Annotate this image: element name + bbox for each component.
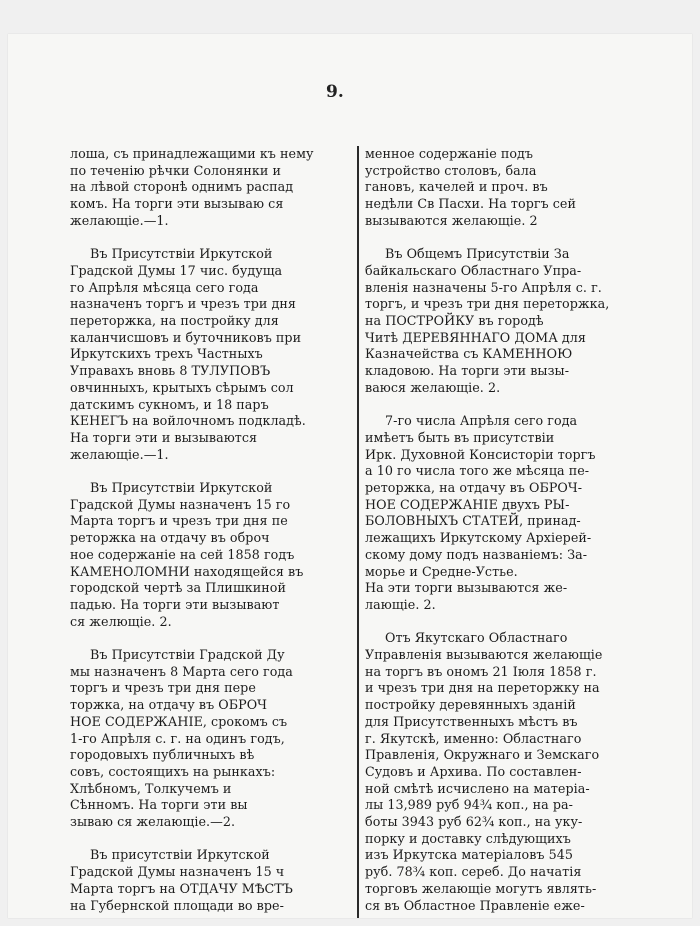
text-line: лоша, съ принадлежащими къ нему: [70, 146, 314, 161]
text-line: для Присутственныхъ мѣстъ въ: [365, 713, 578, 729]
text-line: НОЕ СОДЕРЖАНІЕ двухъ РЫ-: [365, 496, 570, 512]
text-line: торжка, на отдачу въ ОБРОЧ: [70, 697, 268, 713]
text-line: На торги эти и вызываются: [70, 429, 258, 445]
text-line: устройство столовъ, бала: [365, 162, 537, 178]
text-line: Отъ Якутскаго Областнаго: [385, 630, 568, 646]
text-line: ной смѣтѣ исчислено на матеріа-: [365, 780, 590, 796]
text-line: комъ. На торги эти вызываю ся: [70, 196, 284, 212]
text-line: Градской Думы назначенъ 15 го: [70, 496, 291, 512]
text-line: 7-го числа Апрѣля сего года: [385, 413, 578, 429]
text-line: Въ Общемъ Присутствіи За: [385, 246, 570, 262]
text-line: НОЕ СОДЕРЖАНІЕ, срокомъ съ: [70, 713, 288, 729]
text-line: падью. На торги эти вызывают: [70, 596, 280, 612]
text-line: лающіе. 2.: [365, 596, 436, 612]
text-line: желающіе.—1.: [70, 212, 169, 228]
text-line: по теченію рѣчки Солонянки и: [70, 162, 281, 178]
text-line: Управленія вызываются желающіе: [365, 647, 603, 663]
text-line: Марта торгъ и чрезъ три дня пе: [70, 513, 288, 529]
text-line: торгъ и чрезъ три дня пере: [70, 680, 256, 696]
text-line: На эти торги вызываются же-: [365, 580, 568, 596]
notice-paragraph: [70, 246, 356, 463]
text-line: на Губернской площади во вре-: [70, 897, 284, 913]
text-line: на ПОСТРОЙКУ въ городѣ: [365, 313, 544, 329]
text-line: кладовою. На торги эти вызы-: [365, 363, 570, 379]
notice-paragraph: [365, 630, 654, 914]
text-line: Сѣнномъ. На торги эти вы: [70, 797, 248, 813]
notice-paragraph: [365, 413, 654, 613]
notice-paragraph: [70, 146, 356, 230]
text-line: реторжка, на отдачу въ ОБРОЧ-: [365, 480, 583, 496]
text-line: совъ, состоящихъ на рынкахъ:: [70, 763, 276, 779]
page-number: 9.: [326, 82, 344, 102]
text-line: Въ Присутствіи Иркутской: [90, 480, 273, 496]
text-line: Въ присутствіи Иркутской: [90, 847, 270, 863]
text-line: лы 13,989 руб 94¾ коп., на ра-: [365, 797, 573, 813]
text-line: Марта торгъ на ОТДАЧУ МѢСТЪ: [70, 880, 293, 896]
text-line: Градской Думы 17 чис. будуща: [70, 262, 283, 278]
text-line: го Апрѣля мѣсяца сего года: [70, 279, 259, 295]
left-column: [70, 146, 356, 914]
notice-paragraph: [365, 146, 654, 230]
text-line: назначенъ торгъ и чрезъ три дня: [70, 296, 296, 312]
text-line: реторжка на отдачу въ оброч: [70, 530, 270, 546]
text-line: КЕНЕГЪ на войлочномъ подкладѣ.: [70, 413, 306, 429]
text-line: 1-го Апрѣля с. г. на одинъ годъ,: [70, 730, 285, 746]
text-line: недѣли Св Пасхи. На торгъ сей: [365, 196, 576, 212]
text-line: Правленія, Окружнаго и Земскаго: [365, 747, 600, 763]
text-line: городской чертѣ за Плишкиной: [70, 580, 286, 596]
text-line: боты 3943 руб 62¾ коп., на уку-: [365, 814, 583, 830]
text-line: на лѣвой сторонѣ однимъ распад: [70, 179, 294, 195]
text-line: гановъ, качелей и проч. въ: [365, 179, 548, 195]
notice-paragraph: [70, 847, 356, 914]
text-line: Иркутскихъ трехъ Частныхъ: [70, 346, 263, 362]
text-line: овчинныхъ, крытыхъ сѣрымъ сол: [70, 379, 294, 395]
text-line: скому дому подъ названіемъ: За-: [365, 546, 588, 562]
text-line: руб. 78¾ коп. сереб. До начатія: [365, 864, 582, 880]
text-line: имѣетъ быть въ присутствіи: [365, 429, 555, 445]
text-line: Хлѣбномъ, Толкучемъ и: [70, 780, 232, 796]
text-line: ваюся желающіе. 2.: [365, 379, 501, 395]
text-line: и чрезъ три дня на переторжку на: [365, 680, 600, 696]
text-line: мы назначенъ 8 Марта сего года: [70, 663, 293, 679]
text-line: желающіе.—1.: [70, 446, 169, 462]
text-line: торговъ желающіе могутъ являть-: [365, 880, 597, 896]
text-line: ное содержаніе на сей 1858 годъ: [70, 546, 295, 562]
text-line: на торгъ въ ономъ 21 Іюля 1858 г.: [365, 663, 597, 679]
text-line: датскимъ сукномъ, и 18 паръ: [70, 396, 269, 412]
text-line: изъ Иркутска матеріаловъ 545: [365, 847, 573, 863]
text-line: каланчисшовъ и буточниковъ при: [70, 329, 302, 345]
text-line: г. Якутскѣ, именно: Областнаго: [365, 730, 582, 746]
notice-paragraph: [70, 647, 356, 831]
text-line: порку и доставку слѣдующихъ: [365, 830, 571, 846]
text-line: Градской Думы назначенъ 15 ч: [70, 864, 285, 880]
notice-paragraph: [70, 480, 356, 630]
text-line: ся желющіе. 2.: [70, 613, 172, 629]
text-line: вызываются желающіе. 2: [365, 212, 538, 228]
newspaper-page: [8, 34, 692, 918]
text-line: Судовъ и Архива. По составлен-: [365, 763, 582, 779]
text-line: зываю ся желающіе.—2.: [70, 814, 236, 830]
text-line: постройку деревянныхъ зданій: [365, 697, 576, 713]
right-column: [365, 146, 654, 914]
text-line: менное содержаніе подъ: [365, 146, 534, 161]
text-line: морье и Средне-Устье.: [365, 563, 518, 579]
text-line: лежащихъ Иркутскому Архіерей-: [365, 530, 592, 546]
text-line: Читѣ ДЕРЕВЯННАГО ДОМА для: [365, 329, 586, 345]
text-line: а 10 го числа того же мѣсяца пе-: [365, 463, 590, 479]
text-line: Въ Присутствіи Иркутской: [90, 246, 273, 262]
text-line: Казначейства съ КАМЕННОЮ: [365, 346, 573, 362]
text-line: городовыхъ публичныхъ вѣ: [70, 747, 255, 763]
text-line: переторжка, на постройку для: [70, 313, 279, 329]
text-line: торгъ, и чрезъ три дня переторжка,: [365, 296, 610, 312]
text-line: КАМЕНОЛОМНИ находящейся въ: [70, 563, 304, 579]
text-line: ся въ Областное Правленіе еже-: [365, 897, 585, 913]
notice-paragraph: [365, 246, 654, 396]
text-line: вленія назначены 5-го Апрѣля с. г.: [365, 279, 602, 295]
text-line: Въ Присутствіи Градской Ду: [90, 647, 285, 663]
text-line: БОЛОВНЫХЪ СТАТЕЙ, принад-: [365, 513, 581, 529]
text-line: Управахъ вновь 8 ТУЛУПОВЪ: [70, 363, 271, 379]
text-line: байкальскаго Областнаго Упра-: [365, 262, 582, 278]
column-divider: [357, 146, 359, 918]
text-line: Ирк. Духовной Консисторіи торгъ: [365, 446, 596, 462]
